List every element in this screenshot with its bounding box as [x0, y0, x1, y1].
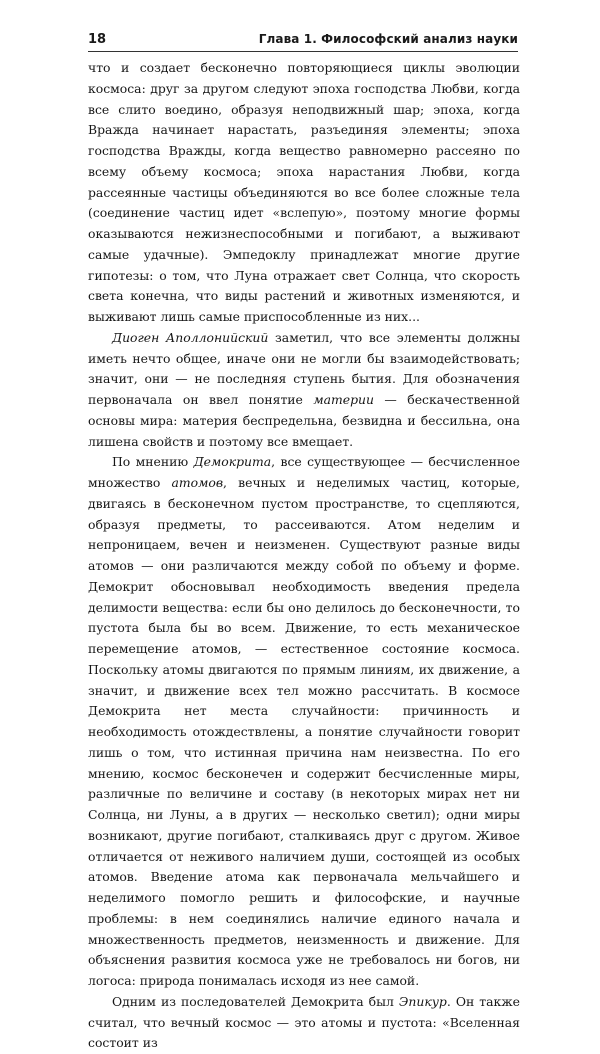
paragraph-empedocles — [88, 58, 520, 328]
running-title: Глава 1. Философский анализ науки — [258, 32, 518, 46]
page-header — [0, 0, 600, 60]
text-run: Одним из последователей Демокрита был — [112, 993, 399, 1009]
text-run: , все существующее — бесчисленное множество — [88, 454, 520, 490]
italic-term: атомов — [171, 475, 224, 490]
italic-term: Диоген Аполлонийский — [112, 329, 269, 345]
text-run: По мнению — [112, 454, 194, 470]
paragraph-democritus — [88, 452, 520, 992]
text-run: что и создает бесконечно повторяющиеся циклы эволюции космоса: друг за другом следуют эпоха господства Любви, когда все слито воедино, образуя неподвижный шар; эпоха, когда Вражда начинает нарастать, разъединяя элементы; эпоха господства Вражды, когда вещество равномерно рассеяно по всему объему космоса; эпоха нарастания Любви, когда рассеянные частицы объединяются во все более сложные тела (соединение частиц идет «вслепую», поэтому многие формы оказываются нежизнеспособными и погибают, а выживают самые удачные). Эмпедоклу принадлежат многие другие гипотезы: о том, что Луна отражает свет Солнца, что скорость света конечна, что виды растений и животных изменяются, и выживают лишь самые приспособленные из них... — [88, 60, 520, 324]
text-run: заметил, что все элементы должны иметь нечто общее, иначе они не могли бы взаимодействовать; значит, они — не последняя ступень бытия. Для обозначения первоначала он ввел понятие — [88, 329, 520, 407]
header-rule — [88, 51, 518, 52]
paragraph-diogenes — [88, 328, 520, 453]
text-run: . Он также считал, что вечный космос — это атомы и пустота: «Вселенная состоит из — [88, 993, 520, 1051]
italic-term: Демокрита — [193, 454, 272, 470]
text-run: , вечных и неделимых частиц, которые, двигаясь в бесконечном пустом пространстве, то сцепляются, образуя предметы, то рассеиваются. Атом неделим и непроницаем, вечен и неизменен. Существуют разные виды атомов — они различаются между собой по объему и форме. Демокрит обосновывал необходимость введения предела делимости вещества: если бы оно делилось до бесконечности, то пустота была бы во всем. Движение, то есть механическое перемещение атомов, — естественное состояние космоса. Поскольку атомы двигаются по прямым линиям, их движение, а значит, и движение всех тел можно рассчитать. В космосе Демокрита нет места случайности: причинность и необходимость отождествлены, а понятие случайности говорит лишь о том, что истинная причина нам неизвестна. По его мнению, космос бесконечен и содержит бесчисленные миры, различные по величине и составу (в некоторых мирах нет ни Солнца, ни Луны, а в других — несколько светил); одни миры возникают, другие погибают, сталкиваясь друг с другом. Живое отличается от неживого наличием души, состоящей из особых атомов. Введение атома как первоначала мельчайшего и неделимого помогло решить и философские, и научные проблемы: в нем соединялись наличие единого начала и множественность предметов, неизменность и движение. Для объяснения развития космоса уже не требовалось ни богов, ни логоса: природа понималась исходя из нее самой. — [88, 475, 520, 988]
page-body — [88, 58, 520, 1054]
paragraph-epicurus — [88, 992, 520, 1054]
page-number: 18 — [88, 32, 107, 47]
text-run: — бескачественной основы мира: материя беспредельна, безвидна и бессильна, она лишена свойств и поэтому все вмещает. — [88, 392, 520, 449]
italic-term: материи — [313, 392, 374, 407]
italic-term: Эпикур — [398, 993, 447, 1009]
